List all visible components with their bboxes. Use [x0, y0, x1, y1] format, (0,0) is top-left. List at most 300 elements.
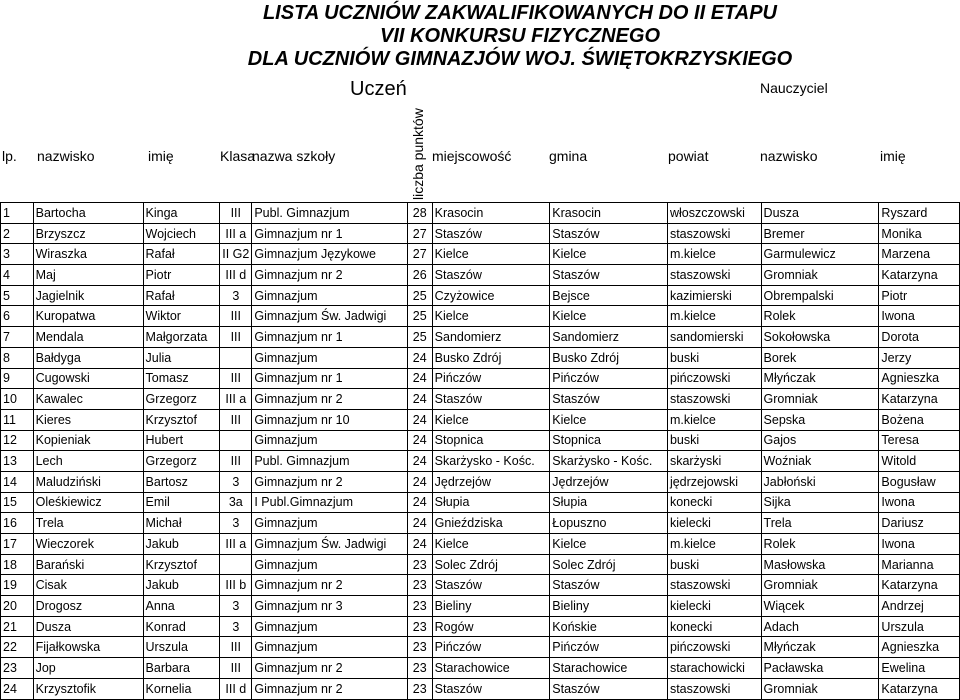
cell-gmina: Kielce — [550, 306, 668, 327]
cell-punkty: 24 — [407, 471, 432, 492]
cell-szkola: Gimnazjum nr 1 — [252, 327, 407, 348]
cell-gmina: Jędrzejów — [550, 471, 668, 492]
cell-klasa: III — [220, 451, 252, 472]
document-title — [0, 2, 960, 71]
cell-imie: Krzysztof — [143, 409, 220, 430]
cell-miejscowosc: Pińczów — [432, 637, 550, 658]
cell-punkty: 23 — [407, 678, 432, 699]
cell-imie: Kornelia — [143, 678, 220, 699]
cell-n-imie: Monika — [879, 223, 960, 244]
header-szkola: nazwa szkoły — [252, 148, 336, 164]
cell-szkola: Gimnazjum nr 1 — [252, 368, 407, 389]
cell-miejscowosc: Kielce — [432, 409, 550, 430]
cell-miejscowosc: Kielce — [432, 534, 550, 555]
cell-szkola: Gimnazjum nr 2 — [252, 575, 407, 596]
table-row — [1, 223, 960, 244]
cell-nazwisko: Trela — [33, 513, 143, 534]
table-row — [1, 554, 960, 575]
cell-nazwisko: Barański — [33, 554, 143, 575]
cell-lp: 23 — [1, 658, 34, 679]
cell-imie: Piotr — [143, 265, 220, 286]
cell-punkty: 24 — [407, 409, 432, 430]
cell-punkty: 24 — [407, 513, 432, 534]
table-row — [1, 513, 960, 534]
cell-gmina: Kielce — [550, 244, 668, 265]
cell-punkty: 25 — [407, 285, 432, 306]
cell-n-imie: Dorota — [879, 327, 960, 348]
cell-klasa: 3 — [220, 285, 252, 306]
cell-nazwisko: Cugowski — [33, 368, 143, 389]
table-row — [1, 306, 960, 327]
cell-imie: Julia — [143, 347, 220, 368]
header-lp: lp. — [2, 148, 17, 164]
cell-n-imie: Teresa — [879, 430, 960, 451]
cell-n-nazwisko: Gromniak — [761, 678, 879, 699]
cell-powiat: starachowicki — [667, 658, 761, 679]
cell-n-nazwisko: Sijka — [761, 492, 879, 513]
cell-powiat: sandomierski — [667, 327, 761, 348]
cell-gmina: Busko Zdrój — [550, 347, 668, 368]
cell-n-nazwisko: Młyńczak — [761, 368, 879, 389]
table-row — [1, 471, 960, 492]
cell-n-nazwisko: Garmulewicz — [761, 244, 879, 265]
cell-klasa: III a — [220, 223, 252, 244]
cell-szkola: Gimnazjum — [252, 637, 407, 658]
cell-lp: 6 — [1, 306, 34, 327]
header-nauczyciel-imie: imię — [880, 148, 906, 164]
cell-n-imie: Andrzej — [879, 596, 960, 617]
cell-klasa: II G2 — [220, 244, 252, 265]
table-row — [1, 265, 960, 286]
cell-klasa: III — [220, 637, 252, 658]
cell-n-nazwisko: Sepska — [761, 409, 879, 430]
cell-lp: 8 — [1, 347, 34, 368]
cell-n-nazwisko: Rolek — [761, 534, 879, 555]
cell-n-nazwisko: Jabłoński — [761, 471, 879, 492]
cell-n-nazwisko: Młyńczak — [761, 637, 879, 658]
title-line-2: VII KONKURSU FIZYCZNEGO — [379, 25, 660, 47]
cell-lp: 19 — [1, 575, 34, 596]
header-punkty — [408, 88, 428, 200]
cell-klasa: 3 — [220, 513, 252, 534]
cell-klasa: III a — [220, 534, 252, 555]
cell-miejscowosc: Bieliny — [432, 596, 550, 617]
cell-klasa: III — [220, 203, 252, 224]
cell-lp: 12 — [1, 430, 34, 451]
cell-gmina: Krasocin — [550, 203, 668, 224]
cell-nazwisko: Fijałkowska — [33, 637, 143, 658]
cell-n-nazwisko: Bremer — [761, 223, 879, 244]
cell-punkty: 25 — [407, 306, 432, 327]
cell-miejscowosc: Staszów — [432, 223, 550, 244]
cell-powiat: staszowski — [667, 575, 761, 596]
cell-punkty: 25 — [407, 327, 432, 348]
header-nazwisko: nazwisko — [37, 148, 95, 164]
header-punkty-label: liczba punktów — [410, 108, 426, 200]
cell-klasa — [220, 347, 252, 368]
cell-klasa: 3 — [220, 471, 252, 492]
cell-miejscowosc: Słupia — [432, 492, 550, 513]
header-powiat: powiat — [668, 148, 709, 164]
cell-gmina: Staszów — [550, 223, 668, 244]
cell-powiat: m.kielce — [667, 306, 761, 327]
cell-nazwisko: Lech — [33, 451, 143, 472]
cell-n-nazwisko: Gromniak — [761, 265, 879, 286]
cell-nazwisko: Jop — [33, 658, 143, 679]
cell-n-nazwisko: Borek — [761, 347, 879, 368]
cell-nazwisko: Kuropatwa — [33, 306, 143, 327]
cell-punkty: 23 — [407, 575, 432, 596]
cell-punkty: 24 — [407, 347, 432, 368]
cell-miejscowosc: Staszów — [432, 678, 550, 699]
cell-powiat: buski — [667, 347, 761, 368]
cell-miejscowosc: Solec Zdrój — [432, 554, 550, 575]
cell-n-imie: Iwona — [879, 492, 960, 513]
cell-lp: 4 — [1, 265, 34, 286]
cell-lp: 13 — [1, 451, 34, 472]
cell-imie: Bartosz — [143, 471, 220, 492]
cell-punkty: 24 — [407, 430, 432, 451]
table-row — [1, 534, 960, 555]
cell-klasa: III d — [220, 265, 252, 286]
cell-szkola: Gimnazjum — [252, 554, 407, 575]
cell-lp: 14 — [1, 471, 34, 492]
cell-imie: Konrad — [143, 616, 220, 637]
cell-nazwisko: Wieczorek — [33, 534, 143, 555]
table-row — [1, 616, 960, 637]
cell-lp: 11 — [1, 409, 34, 430]
cell-n-nazwisko: Gromniak — [761, 389, 879, 410]
cell-miejscowosc: Staszów — [432, 389, 550, 410]
cell-lp: 20 — [1, 596, 34, 617]
table-row — [1, 347, 960, 368]
cell-gmina: Bieliny — [550, 596, 668, 617]
cell-klasa: III d — [220, 678, 252, 699]
cell-gmina: Sandomierz — [550, 327, 668, 348]
cell-punkty: 24 — [407, 368, 432, 389]
cell-punkty: 24 — [407, 451, 432, 472]
cell-imie: Krzysztof — [143, 554, 220, 575]
cell-punkty: 27 — [407, 223, 432, 244]
cell-lp: 9 — [1, 368, 34, 389]
cell-punkty: 24 — [407, 492, 432, 513]
cell-n-nazwisko: Sokołowska — [761, 327, 879, 348]
cell-miejscowosc: Czyżowice — [432, 285, 550, 306]
cell-imie: Emil — [143, 492, 220, 513]
cell-lp: 24 — [1, 678, 34, 699]
cell-lp: 5 — [1, 285, 34, 306]
cell-klasa: III a — [220, 389, 252, 410]
cell-powiat: jędrzejowski — [667, 471, 761, 492]
cell-miejscowosc: Busko Zdrój — [432, 347, 550, 368]
cell-klasa — [220, 554, 252, 575]
title-line-1: LISTA UCZNIÓW ZAKWALIFIKOWANYCH DO II ETAPU — [262, 2, 778, 24]
cell-szkola: Gimnazjum Św. Jadwigi — [252, 306, 407, 327]
cell-miejscowosc: Pińczów — [432, 368, 550, 389]
cell-miejscowosc: Sandomierz — [432, 327, 550, 348]
cell-miejscowosc: Krasocin — [432, 203, 550, 224]
cell-lp: 21 — [1, 616, 34, 637]
cell-lp: 10 — [1, 389, 34, 410]
cell-powiat: staszowski — [667, 223, 761, 244]
cell-powiat: kazimierski — [667, 285, 761, 306]
cell-punkty: 23 — [407, 616, 432, 637]
cell-gmina: Staszów — [550, 265, 668, 286]
table-row — [1, 492, 960, 513]
cell-n-imie: Katarzyna — [879, 389, 960, 410]
cell-szkola: Gimnazjum — [252, 513, 407, 534]
cell-n-imie: Agnieszka — [879, 368, 960, 389]
table-row — [1, 368, 960, 389]
cell-imie: Barbara — [143, 658, 220, 679]
cell-klasa: 3a — [220, 492, 252, 513]
cell-szkola: Gimnazjum nr 2 — [252, 471, 407, 492]
cell-klasa: III — [220, 306, 252, 327]
cell-punkty: 23 — [407, 658, 432, 679]
cell-powiat: staszowski — [667, 265, 761, 286]
cell-gmina: Końskie — [550, 616, 668, 637]
cell-imie: Rafał — [143, 244, 220, 265]
cell-miejscowosc: Stopnica — [432, 430, 550, 451]
cell-szkola: Gimnazjum nr 1 — [252, 223, 407, 244]
cell-gmina: Staszów — [550, 678, 668, 699]
cell-n-imie: Jerzy — [879, 347, 960, 368]
cell-n-imie: Ewelina — [879, 658, 960, 679]
cell-nazwisko: Oleśkiewicz — [33, 492, 143, 513]
table-row — [1, 575, 960, 596]
cell-nazwisko: Bałdyga — [33, 347, 143, 368]
cell-powiat: buski — [667, 554, 761, 575]
cell-szkola: Gimnazjum nr 3 — [252, 596, 407, 617]
cell-n-imie: Dariusz — [879, 513, 960, 534]
cell-n-imie: Agnieszka — [879, 637, 960, 658]
cell-powiat: staszowski — [667, 389, 761, 410]
cell-gmina: Solec Zdrój — [550, 554, 668, 575]
cell-szkola: Gimnazjum Św. Jadwigi — [252, 534, 407, 555]
header-imie: imię — [148, 148, 174, 164]
cell-lp: 3 — [1, 244, 34, 265]
cell-n-nazwisko: Dusza — [761, 203, 879, 224]
cell-powiat: kielecki — [667, 596, 761, 617]
table-row — [1, 389, 960, 410]
cell-n-nazwisko: Adach — [761, 616, 879, 637]
cell-nazwisko: Dusza — [33, 616, 143, 637]
cell-gmina: Kielce — [550, 534, 668, 555]
cell-powiat: włoszczowski — [667, 203, 761, 224]
cell-lp: 1 — [1, 203, 34, 224]
cell-szkola: I Publ.Gimnazjum — [252, 492, 407, 513]
cell-miejscowosc: Gnieździska — [432, 513, 550, 534]
cell-miejscowosc: Starachowice — [432, 658, 550, 679]
cell-imie: Hubert — [143, 430, 220, 451]
cell-n-nazwisko: Obrempalski — [761, 285, 879, 306]
cell-powiat: pińczowski — [667, 637, 761, 658]
cell-lp: 18 — [1, 554, 34, 575]
cell-imie: Wiktor — [143, 306, 220, 327]
header-miejscowosc: miejscowość — [432, 148, 512, 164]
cell-punkty: 23 — [407, 637, 432, 658]
cell-miejscowosc: Rogów — [432, 616, 550, 637]
cell-szkola: Gimnazjum — [252, 285, 407, 306]
cell-szkola: Gimnazjum — [252, 347, 407, 368]
cell-szkola: Publ. Gimnazjum — [252, 451, 407, 472]
cell-gmina: Słupia — [550, 492, 668, 513]
header-gmina: gmina — [549, 148, 588, 164]
cell-gmina: Bejsce — [550, 285, 668, 306]
table-row — [1, 327, 960, 348]
cell-powiat: kielecki — [667, 513, 761, 534]
cell-n-imie: Iwona — [879, 306, 960, 327]
cell-miejscowosc: Skarżysko - Kośc. — [432, 451, 550, 472]
cell-n-imie: Piotr — [879, 285, 960, 306]
cell-gmina: Pińczów — [550, 368, 668, 389]
cell-powiat: konecki — [667, 616, 761, 637]
students-table — [0, 202, 960, 700]
cell-szkola: Gimnazjum nr 2 — [252, 265, 407, 286]
cell-imie: Michał — [143, 513, 220, 534]
cell-n-nazwisko: Gajos — [761, 430, 879, 451]
cell-punkty: 28 — [407, 203, 432, 224]
cell-klasa: III — [220, 409, 252, 430]
cell-gmina: Stopnica — [550, 430, 668, 451]
cell-klasa: 3 — [220, 616, 252, 637]
table-row — [1, 285, 960, 306]
cell-nazwisko: Kawalec — [33, 389, 143, 410]
cell-lp: 22 — [1, 637, 34, 658]
cell-n-imie: Witold — [879, 451, 960, 472]
cell-gmina: Pińczów — [550, 637, 668, 658]
cell-lp: 2 — [1, 223, 34, 244]
cell-szkola: Gimnazjum nr 10 — [252, 409, 407, 430]
cell-gmina: Starachowice — [550, 658, 668, 679]
cell-n-nazwisko: Gromniak — [761, 575, 879, 596]
cell-powiat: staszowski — [667, 678, 761, 699]
cell-gmina: Kielce — [550, 409, 668, 430]
cell-n-imie: Katarzyna — [879, 575, 960, 596]
cell-klasa: III — [220, 368, 252, 389]
cell-n-imie: Katarzyna — [879, 265, 960, 286]
cell-n-nazwisko: Rolek — [761, 306, 879, 327]
group-header-nauczyciel: Nauczyciel — [760, 80, 828, 96]
cell-n-nazwisko: Trela — [761, 513, 879, 534]
cell-lp: 15 — [1, 492, 34, 513]
cell-punkty: 27 — [407, 244, 432, 265]
cell-szkola: Gimnazjum nr 2 — [252, 389, 407, 410]
cell-n-imie: Marianna — [879, 554, 960, 575]
cell-klasa: III — [220, 327, 252, 348]
cell-szkola: Gimnazjum Językowe — [252, 244, 407, 265]
table-row — [1, 596, 960, 617]
header-nauczyciel-nazwisko: nazwisko — [760, 148, 818, 164]
cell-n-imie: Marzena — [879, 244, 960, 265]
cell-nazwisko: Krzysztofik — [33, 678, 143, 699]
cell-szkola: Publ. Gimnazjum — [252, 203, 407, 224]
cell-gmina: Skarżysko - Kośc. — [550, 451, 668, 472]
cell-punkty: 26 — [407, 265, 432, 286]
cell-powiat: skarżyski — [667, 451, 761, 472]
cell-n-nazwisko: Masłowska — [761, 554, 879, 575]
group-header-uczen: Uczeń — [350, 78, 407, 100]
cell-gmina: Łopuszno — [550, 513, 668, 534]
cell-miejscowosc: Staszów — [432, 575, 550, 596]
cell-imie: Urszula — [143, 637, 220, 658]
cell-punkty: 24 — [407, 389, 432, 410]
cell-n-imie: Urszula — [879, 616, 960, 637]
cell-imie: Grzegorz — [143, 451, 220, 472]
cell-nazwisko: Brzyszcz — [33, 223, 143, 244]
cell-miejscowosc: Jędrzejów — [432, 471, 550, 492]
cell-imie: Wojciech — [143, 223, 220, 244]
cell-n-imie: Bogusław — [879, 471, 960, 492]
cell-klasa: III b — [220, 575, 252, 596]
cell-szkola: Gimnazjum — [252, 430, 407, 451]
cell-powiat: pińczowski — [667, 368, 761, 389]
cell-miejscowosc: Kielce — [432, 244, 550, 265]
cell-nazwisko: Cisak — [33, 575, 143, 596]
cell-nazwisko: Maj — [33, 265, 143, 286]
cell-punkty: 23 — [407, 554, 432, 575]
cell-szkola: Gimnazjum — [252, 616, 407, 637]
cell-n-nazwisko: Wiącek — [761, 596, 879, 617]
cell-imie: Kinga — [143, 203, 220, 224]
cell-powiat: konecki — [667, 492, 761, 513]
table-row — [1, 658, 960, 679]
table-row — [1, 451, 960, 472]
cell-nazwisko: Jagielnik — [33, 285, 143, 306]
cell-gmina: Staszów — [550, 575, 668, 596]
cell-klasa — [220, 430, 252, 451]
cell-lp: 17 — [1, 534, 34, 555]
table-row — [1, 430, 960, 451]
cell-n-imie: Iwona — [879, 534, 960, 555]
cell-n-nazwisko: Pacławska — [761, 658, 879, 679]
cell-powiat: m.kielce — [667, 244, 761, 265]
cell-punkty: 24 — [407, 534, 432, 555]
table-row — [1, 678, 960, 699]
cell-klasa: 3 — [220, 596, 252, 617]
cell-nazwisko: Mendala — [33, 327, 143, 348]
cell-nazwisko: Wiraszka — [33, 244, 143, 265]
cell-nazwisko: Kopieniak — [33, 430, 143, 451]
cell-imie: Jakub — [143, 534, 220, 555]
table-row — [1, 409, 960, 430]
cell-n-imie: Ryszard — [879, 203, 960, 224]
table-row — [1, 637, 960, 658]
table-row — [1, 203, 960, 224]
cell-n-nazwisko: Woźniak — [761, 451, 879, 472]
cell-lp: 7 — [1, 327, 34, 348]
cell-miejscowosc: Kielce — [432, 306, 550, 327]
cell-imie: Anna — [143, 596, 220, 617]
cell-imie: Jakub — [143, 575, 220, 596]
cell-powiat: buski — [667, 430, 761, 451]
header-klasa: Klasa — [220, 148, 256, 164]
cell-gmina: Staszów — [550, 389, 668, 410]
cell-lp: 16 — [1, 513, 34, 534]
cell-imie: Małgorzata — [143, 327, 220, 348]
cell-n-imie: Bożena — [879, 409, 960, 430]
cell-imie: Grzegorz — [143, 389, 220, 410]
cell-imie: Tomasz — [143, 368, 220, 389]
cell-powiat: m.kielce — [667, 534, 761, 555]
cell-nazwisko: Kieres — [33, 409, 143, 430]
cell-klasa: III — [220, 658, 252, 679]
cell-miejscowosc: Staszów — [432, 265, 550, 286]
cell-n-imie: Katarzyna — [879, 678, 960, 699]
cell-punkty: 23 — [407, 596, 432, 617]
cell-imie: Rafał — [143, 285, 220, 306]
title-line-3: DLA UCZNIÓW GIMNAZJÓW WOJ. ŚWIĘTOKRZYSKIEGO — [247, 48, 793, 70]
